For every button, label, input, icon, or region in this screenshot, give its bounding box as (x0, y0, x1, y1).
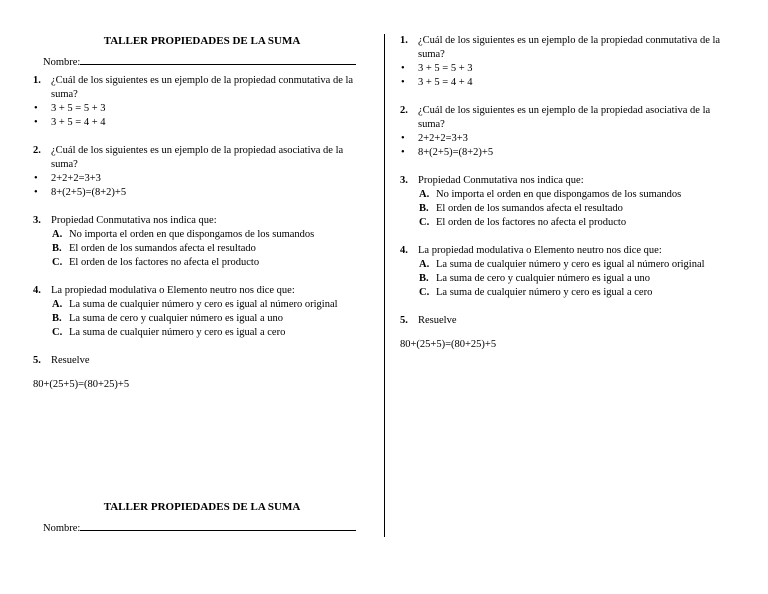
question-2 (400, 104, 736, 132)
option-b: B. El orden de los sumandos afecta el resultado (419, 203, 623, 214)
question-number: 5. (33, 355, 41, 366)
name-label: Nombre: (43, 57, 81, 68)
option-c: C. El orden de los factores no afecta el producto (52, 257, 260, 268)
answer-list (400, 62, 736, 90)
question-text: La propiedad modulativa o Elemento neutro nos dice que: (51, 285, 295, 296)
question-5 (33, 354, 369, 368)
question-number: 4. (33, 285, 41, 296)
question-number: 1. (400, 35, 408, 46)
question-4 (33, 284, 369, 298)
question-4 (400, 244, 736, 258)
question-text: ¿Cuál de los siguientes es un ejemplo de la propiedad asociativa de la suma? (51, 145, 344, 170)
list-item: • 2+2+2=3+3 (401, 133, 468, 144)
bullet-icon: • (34, 187, 38, 198)
bullet-icon: • (34, 103, 38, 114)
bullet-icon: • (401, 77, 405, 88)
option-c: C. La suma de cualquier número y cero es igual a cero (52, 327, 286, 338)
option-a: A. La suma de cualquier número y cero es igual al número original (419, 259, 705, 270)
name-blank-line (80, 520, 356, 531)
option-c: C. El orden de los factores no afecta el producto (419, 217, 627, 228)
question-text: Resuelve (418, 315, 457, 326)
option-a: A. No importa el orden en que dispongamos de los sumandos (419, 189, 682, 200)
list-item: • 3 + 5 = 5 + 3 (34, 103, 106, 114)
question-text: Propiedad Conmutativa nos indica que: (418, 175, 584, 186)
question-number: 2. (33, 145, 41, 156)
question-number: 3. (400, 175, 408, 186)
name-blank-line (80, 54, 356, 65)
question-1 (400, 34, 736, 62)
option-b: B. El orden de los sumandos afecta el resultado (52, 243, 256, 254)
page-title: TALLER PROPIEDADES DE LA SUMA (103, 35, 301, 47)
question-text: Propiedad Conmutativa nos indica que: (51, 215, 217, 226)
list-item: • 8+(2+5)=(8+2)+5 (34, 187, 127, 198)
bullet-icon: • (34, 173, 38, 184)
bullet-icon: • (401, 63, 405, 74)
option-a: A. No importa el orden en que dispongamos de los sumandos (52, 229, 315, 240)
list-item: • 2+2+2=3+3 (34, 173, 101, 184)
question-text: ¿Cuál de los siguientes es un ejemplo de la propiedad conmutativa de la suma? (51, 75, 354, 100)
question-1 (33, 74, 369, 102)
column-divider (384, 34, 385, 537)
question-number: 2. (400, 105, 408, 116)
expression: 80+(25+5)=(80+25)+5 (400, 339, 497, 350)
bullet-icon: • (401, 147, 405, 158)
list-item: • 3 + 5 = 4 + 4 (401, 77, 473, 88)
question-number: 1. (33, 75, 41, 86)
option-a: A. La suma de cualquier número y cero es igual al número original (52, 299, 338, 310)
question-text: La propiedad modulativa o Elemento neutro nos dice que: (418, 245, 662, 256)
option-b: B. La suma de cero y cualquier número es igual a uno (52, 313, 284, 324)
option-list (400, 258, 736, 300)
bullet-icon: • (34, 117, 38, 128)
expression: 80+(25+5)=(80+25)+5 (33, 379, 130, 390)
question-text: ¿Cuál de los siguientes es un ejemplo de la propiedad conmutativa de la suma? (418, 35, 721, 60)
question-5 (400, 314, 736, 328)
bullet-icon: • (401, 133, 405, 144)
name-field (33, 54, 369, 70)
question-3 (33, 214, 369, 228)
option-c: C. La suma de cualquier número y cero es igual a cero (419, 287, 653, 298)
option-list (400, 188, 736, 230)
question-text: Resuelve (51, 355, 90, 366)
question-text: ¿Cuál de los siguientes es un ejemplo de la propiedad asociativa de la suma? (418, 105, 711, 130)
page-title: TALLER PROPIEDADES DE LA SUMA (103, 501, 301, 513)
option-list (33, 298, 369, 340)
answer-list (33, 172, 369, 200)
option-list (33, 228, 369, 270)
question-number: 4. (400, 245, 408, 256)
worksheet-right (400, 34, 736, 352)
question-number: 3. (33, 215, 41, 226)
question-3 (400, 174, 736, 188)
worksheet-left (33, 34, 369, 392)
name-label: Nombre: (43, 523, 81, 534)
answer-list (400, 132, 736, 160)
option-b: B. La suma de cero y cualquier número es igual a uno (419, 273, 651, 284)
question-number: 5. (400, 315, 408, 326)
list-item: • 3 + 5 = 5 + 3 (401, 63, 473, 74)
name-field (33, 520, 369, 536)
list-item: • 8+(2+5)=(8+2)+5 (401, 147, 494, 158)
list-item: • 3 + 5 = 4 + 4 (34, 117, 106, 128)
answer-list (33, 102, 369, 130)
question-2 (33, 144, 369, 172)
worksheet-left-bottom (33, 500, 369, 540)
